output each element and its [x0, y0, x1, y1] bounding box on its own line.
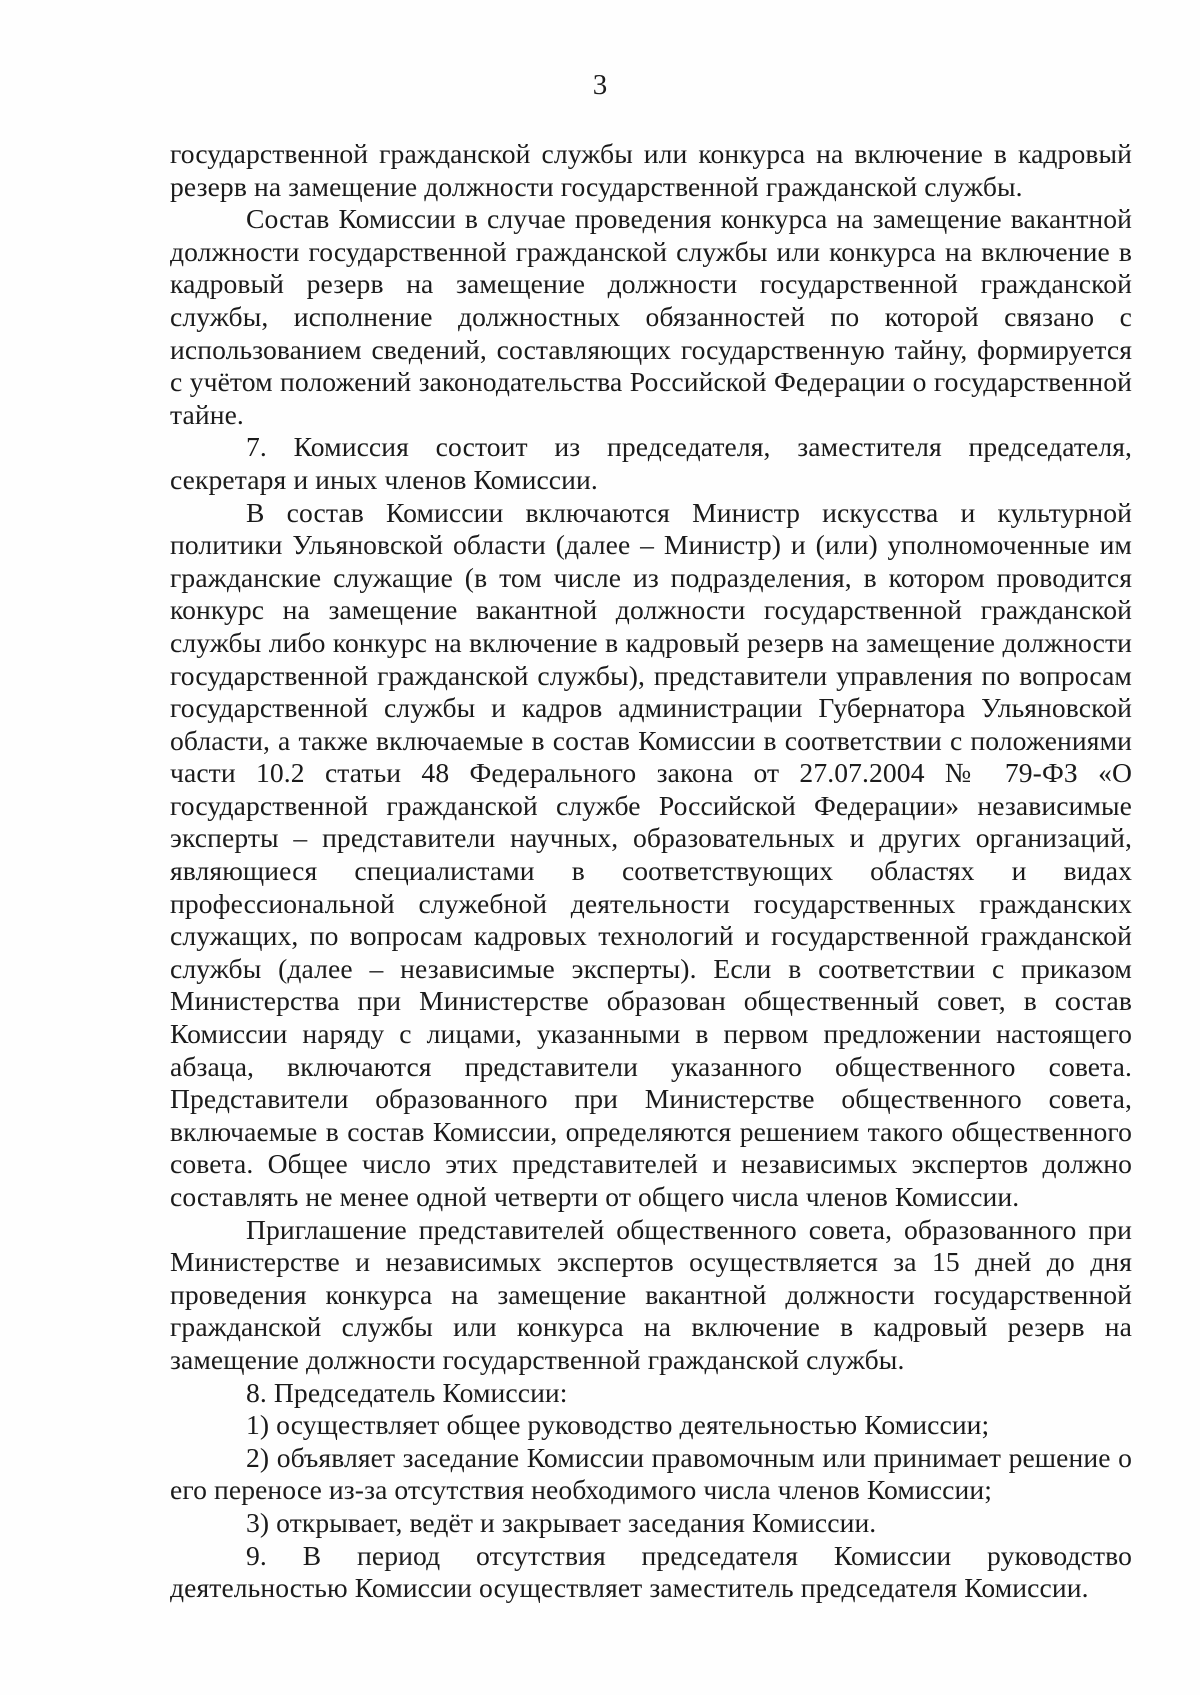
paragraph: 1) осуществляет общее руководство деятельностью Комиссии; — [246, 1409, 990, 1441]
paragraph: Состав Комиссии в случае проведения конкурса на замещение вакантной должности государственной гражданской службы или конкурса на включение в кадровый резерв на замещение должности государственной гражданской службы, исполнение должностных обязанностей по которой связано с использованием сведений, составляющих государственную тайну, формируется с учётом положений законодательства Российской Федерации о государственной тайне. — [170, 203, 1132, 430]
paragraph: 7. Комиссия состоит из председателя, заместителя председателя, секретаря и иных членов Комиссии. — [170, 431, 1132, 495]
page-number: 3 — [592, 69, 608, 101]
paragraph: 2) объявляет заседание Комиссии правомочным или принимает решение о его переносе из-за отсутствия необходимого числа членов Комиссии; — [170, 1441, 1132, 1506]
paragraph: 3) открывает, ведёт и закрывает заседания Комиссии. — [246, 1506, 877, 1538]
paragraph: 8. Председатель Комиссии: — [246, 1376, 568, 1408]
document-body — [170, 138, 1132, 1605]
paragraph: 9. В период отсутствия председателя Комиссии руководство деятельностью Комиссии осуществляет заместитель председателя Комиссии. — [170, 1539, 1132, 1604]
paragraph: Приглашение представителей общественного совета, образованного при Министерстве и независимых экспертов осуществляется за 15 дней до дня проведения конкурса на замещение вакантной должности государственной гражданской службы или конкурса на включение в кадровый резерв на замещение должности государственной гражданской службы. — [170, 1213, 1132, 1375]
paragraph: государственной гражданской службы или конкурса на включение в кадровый резерв на замещение должности государственной гражданской службы. — [170, 138, 1132, 202]
paragraph: В состав Комиссии включаются Министр искусства и культурной политики Ульяновской области (далее – Министр) и (или) уполномоченные им гражданские служащие (в том числе из подразделения, в котором проводится конкурс на замещение вакантной должности государственной гражданской службы либо конкурс на включение в кадровый резерв на замещение должности государственной гражданской службы), представители управления по вопросам государственной службы и кадров администрации Губернатора Ульяновской области, а также включаемые в состав Комиссии в соответствии с положениями части 10.2 статьи 48 Федерального закона от 27.07.2004 № 79-ФЗ «О государственной гражданской службе Российской Федерации» независимые эксперты – представители научных, образовательных и других организаций, являющиеся специалистами в соответствующих областях и видах профессиональной служебной деятельности государственных гражданских служащих, по вопросам кадровых технологий и государственной гражданской службы (далее – независимые эксперты). Если в соответствии с приказом Министерства при Министерстве образован общественный совет, в состав Комиссии наряду с лицами, указанными в первом предложении настоящего абзаца, включаются представители указанного общественного совета. Представители образованного при Министерстве общественного совета, включаемые в состав Комиссии, определяются решением такого общественного совета. Общее число этих представителей и независимых экспертов должно составлять не менее одной четверти от общего числа членов Комиссии. — [170, 496, 1132, 1212]
